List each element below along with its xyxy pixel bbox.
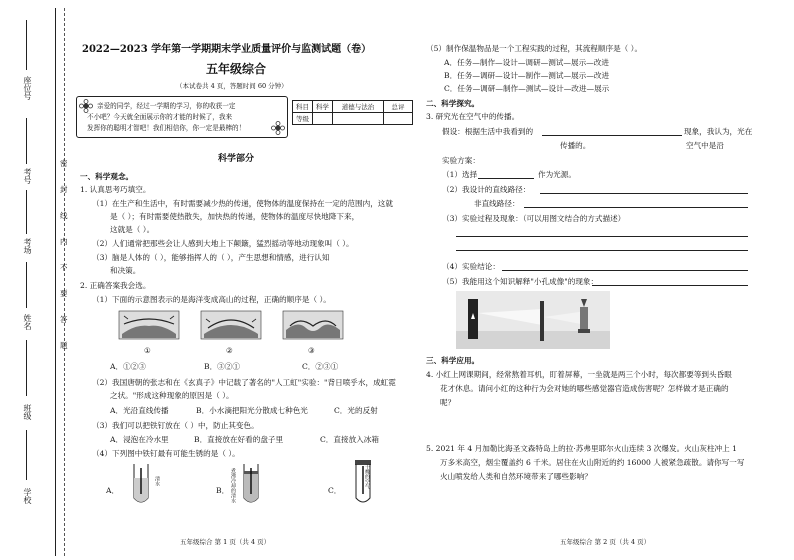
- part1-title: 一、科学观念。: [80, 172, 134, 181]
- q1-stem: 1. 认真思考巧填空。: [80, 185, 151, 194]
- sea-to-mountain-diagram-3: [282, 310, 344, 340]
- seat-no-field-line[interactable]: [26, 20, 27, 70]
- straight-path-blank[interactable]: [540, 185, 748, 194]
- q2-4-option-c[interactable]: C．: [328, 486, 342, 495]
- part2-title: 二、科学探究。: [426, 99, 480, 108]
- q5-line-2: 万多米高空，烟尘覆盖约 6 千米。居住在火山附近的约 16000 人被紧急疏散。请你写一写: [440, 458, 745, 467]
- process-line-1[interactable]: [456, 228, 748, 237]
- greeting-box: 亲爱的同学，经过一学期的学习，你的收获一定 不小吧？今天就全面展示你的才能的时候了，我来 发挥你的聪明才智吧！我们相信你，你一定是最棒的！: [76, 96, 288, 138]
- exam-title: 2022—2023 学年第一学期期末学业质量评价与监测试题（卷）: [82, 44, 372, 55]
- seat-no-label: 座位号: [23, 76, 32, 100]
- school-field-line[interactable]: [26, 430, 27, 480]
- q2-2-option-a[interactable]: A．光沿直线传播: [110, 406, 169, 415]
- flower-decoration-icon: [79, 99, 93, 113]
- part3-title: 三、科学应用。: [426, 356, 480, 365]
- q2-3-option-c[interactable]: C．直接放入冰箱: [320, 435, 379, 444]
- section-title: 科学部分: [218, 154, 255, 164]
- footer-right: 五年级综合 第 2 页（共 4 页）: [560, 538, 651, 546]
- flower-decoration-icon-2: [271, 121, 285, 135]
- conclusion-blank[interactable]: [502, 262, 748, 271]
- q2-4-option-b[interactable]: B．: [216, 486, 230, 495]
- q2-1-option-a[interactable]: A．①②③: [110, 362, 146, 371]
- seal-warning: 密 封 线 内 不 要 答 题: [60, 159, 68, 350]
- q2-5-option-b[interactable]: B．任务—调研—设计—制作—测试—展示—改进: [444, 71, 610, 80]
- light-source-blank[interactable]: [478, 170, 534, 179]
- q2-1-option-b[interactable]: B．③②①: [204, 362, 240, 371]
- q2-1-option-c[interactable]: C．②③①: [302, 362, 339, 371]
- exam-no-label: 考号: [23, 168, 32, 184]
- test-tube-b: [240, 462, 264, 506]
- q2-5-option-a[interactable]: A．任务—制作—设计—调研—测试—展示—改进: [444, 58, 609, 67]
- q2-4-option-a[interactable]: A．: [106, 486, 120, 495]
- score-table: 科目 科学 道德与法治 总评 等级: [292, 100, 413, 125]
- footer-left: 五年级综合 第 1 页（共 4 页）: [180, 538, 271, 546]
- sea-to-mountain-diagram-2: [200, 310, 262, 340]
- exam-note: （本试卷共 4 页，答题时间 60 分钟）: [176, 82, 288, 90]
- exam-no-field-line[interactable]: [26, 118, 27, 164]
- process-line-2[interactable]: [456, 242, 748, 251]
- sea-to-mountain-diagram-1: [118, 310, 180, 340]
- exam-subtitle: 五年级综合: [206, 62, 267, 76]
- q2-2-option-b[interactable]: B．小水滴把阳光分散成七种色光: [196, 406, 308, 415]
- pinhole-imaging-photo: [456, 291, 610, 349]
- q2-3-option-a[interactable]: A．浸泡在冷水里: [110, 435, 169, 444]
- class-field-line[interactable]: [26, 340, 27, 396]
- q2-2-option-c[interactable]: C．光的反射: [334, 406, 378, 415]
- hypothesis-phenomenon-blank[interactable]: [542, 127, 682, 136]
- q2-5-option-c[interactable]: C．任务—调研—制作—测试—设计—改进—展示: [444, 84, 610, 93]
- test-tube-a: [130, 462, 154, 506]
- school-label: 学校: [23, 488, 32, 504]
- pinhole-explanation-blank[interactable]: [592, 277, 748, 286]
- exam-room-field-line[interactable]: [26, 190, 27, 234]
- non-straight-path-blank[interactable]: [524, 199, 748, 208]
- name-field-line[interactable]: [26, 262, 27, 308]
- class-label: 班级: [23, 404, 32, 420]
- name-label: 姓名: [23, 314, 32, 330]
- q2-3-option-b[interactable]: B．直接放在好看的盘子里: [194, 435, 284, 444]
- exam-room-label: 考场: [23, 238, 32, 254]
- binding-line: [55, 8, 56, 556]
